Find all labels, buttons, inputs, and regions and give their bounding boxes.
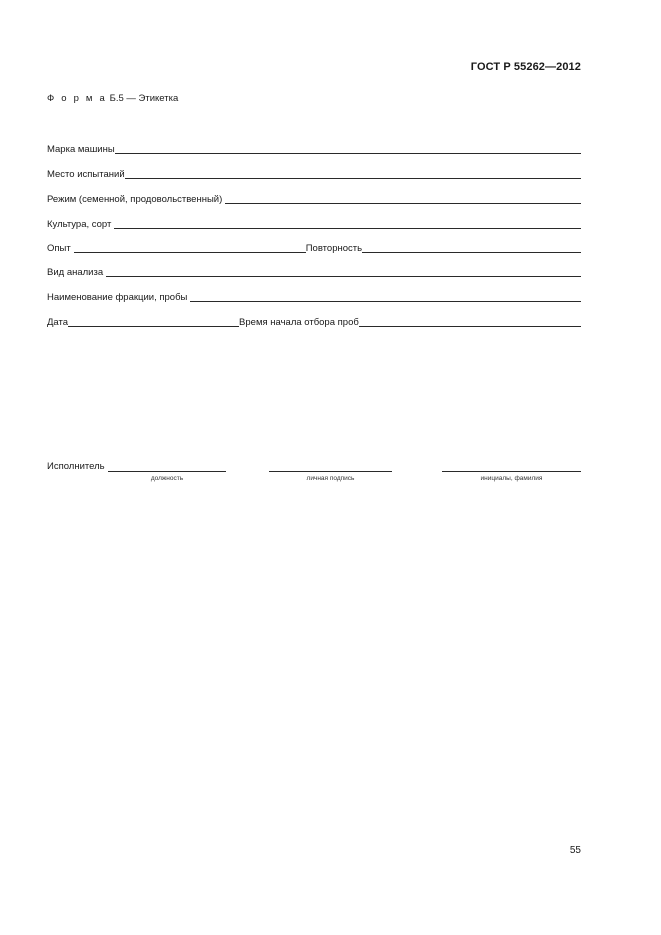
signature-label: Исполнитель	[47, 461, 105, 472]
field-label-repetition: Повторность	[305, 243, 363, 254]
field-label: Наименование фракции, пробы	[47, 292, 188, 303]
signature-line-signature	[269, 471, 392, 472]
field-machine-brand	[47, 142, 581, 156]
fill-line	[225, 203, 581, 204]
field-crop-variety	[47, 217, 581, 231]
caption-signature: личная подпись	[306, 475, 355, 482]
signature-line-position	[108, 471, 226, 472]
field-label: Марка машины	[47, 144, 115, 155]
field-label-time: Время начала отбора проб	[239, 317, 359, 328]
field-experiment-repetition	[47, 241, 581, 255]
field-label-date: Дата	[47, 317, 69, 328]
field-mode	[47, 192, 581, 206]
fill-line	[115, 153, 581, 154]
field-label: Вид анализа	[47, 267, 104, 278]
form-title-text: Б.5 — Этикетка	[109, 93, 179, 104]
field-label: Культура, сорт	[47, 219, 112, 230]
field-analysis-type	[47, 265, 581, 279]
page-number: 55	[569, 845, 581, 856]
fill-line	[106, 276, 581, 277]
standard-number: ГОСТ Р 55262—2012	[470, 61, 581, 73]
fill-line	[190, 301, 581, 302]
field-fraction-name	[47, 290, 581, 304]
fill-line	[74, 252, 306, 253]
fill-line	[68, 326, 239, 327]
caption-position: должность	[150, 475, 184, 482]
fill-line	[125, 178, 581, 179]
fill-line	[362, 252, 581, 253]
fill-line	[359, 326, 581, 327]
signature-row	[47, 460, 581, 474]
form-title	[47, 93, 178, 104]
form-title-prefix: Ф о р м а	[47, 93, 107, 104]
field-label: Режим (семенной, продовольственный)	[47, 194, 223, 205]
fill-line	[114, 228, 581, 229]
field-date-time	[47, 315, 581, 329]
caption-name: инициалы, фамилия	[480, 475, 543, 482]
field-test-location	[47, 167, 581, 181]
signature-line-name	[442, 471, 581, 472]
field-label-experiment: Опыт	[47, 243, 71, 254]
field-label: Место испытаний	[47, 169, 125, 180]
